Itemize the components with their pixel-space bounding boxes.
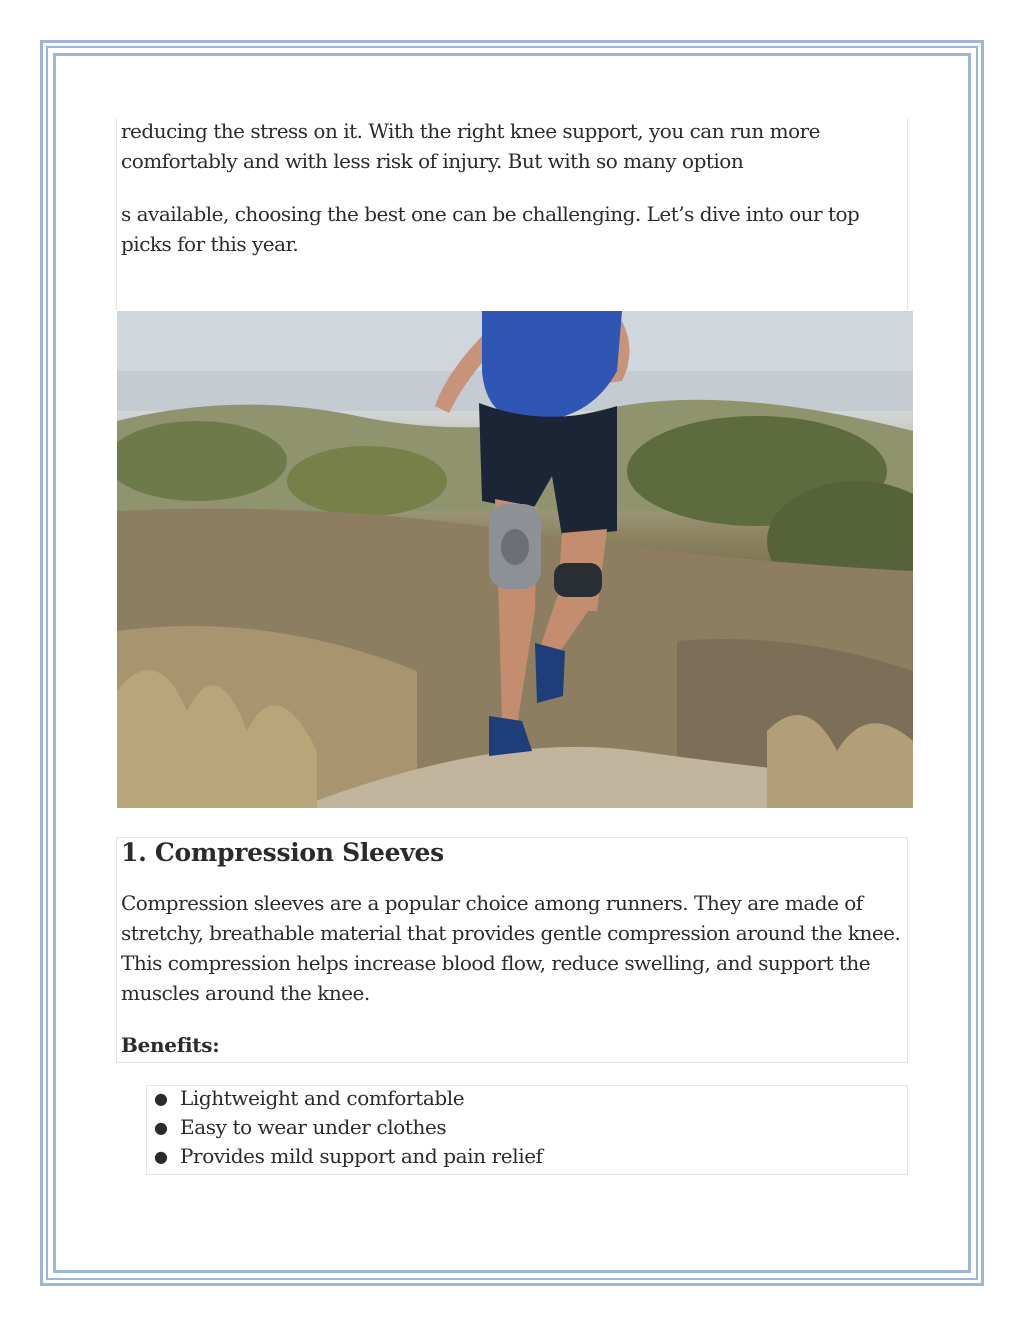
benefits-label: Benefits: [121, 1033, 220, 1057]
list-item [150, 1113, 543, 1142]
bullet-icon: ● [154, 1089, 168, 1108]
benefits-list [150, 1084, 543, 1171]
intro-paragraph-1: reducing the stress on it. With the right knee support, you can run more comfortably and with less risk of injury. But with so many option [121, 119, 821, 173]
bullet-icon: ● [154, 1147, 168, 1166]
list-item-text: Lightweight and comfortable [180, 1086, 465, 1110]
list-item-text: Provides mild support and pain relief [180, 1144, 543, 1168]
bullet-icon: ● [154, 1118, 168, 1137]
runner-knee-support-photo [117, 311, 913, 808]
intro-paragraph-2: s available, choosing the best one can be challenging. Let’s dive into our top picks for this year. [121, 202, 860, 256]
runner-illustration [117, 311, 913, 808]
list-item [150, 1084, 543, 1113]
list-item [150, 1142, 543, 1171]
section-body-paragraph: Compression sleeves are a popular choice among runners. They are made of stretchy, breathable material that provides gentle compression around the knee. This compression helps increase blood flow, reduce swelling, and support the muscles around the knee. [121, 891, 901, 1005]
list-item-text: Easy to wear under clothes [180, 1115, 447, 1139]
section-heading: 1. Compression Sleeves [121, 838, 444, 867]
